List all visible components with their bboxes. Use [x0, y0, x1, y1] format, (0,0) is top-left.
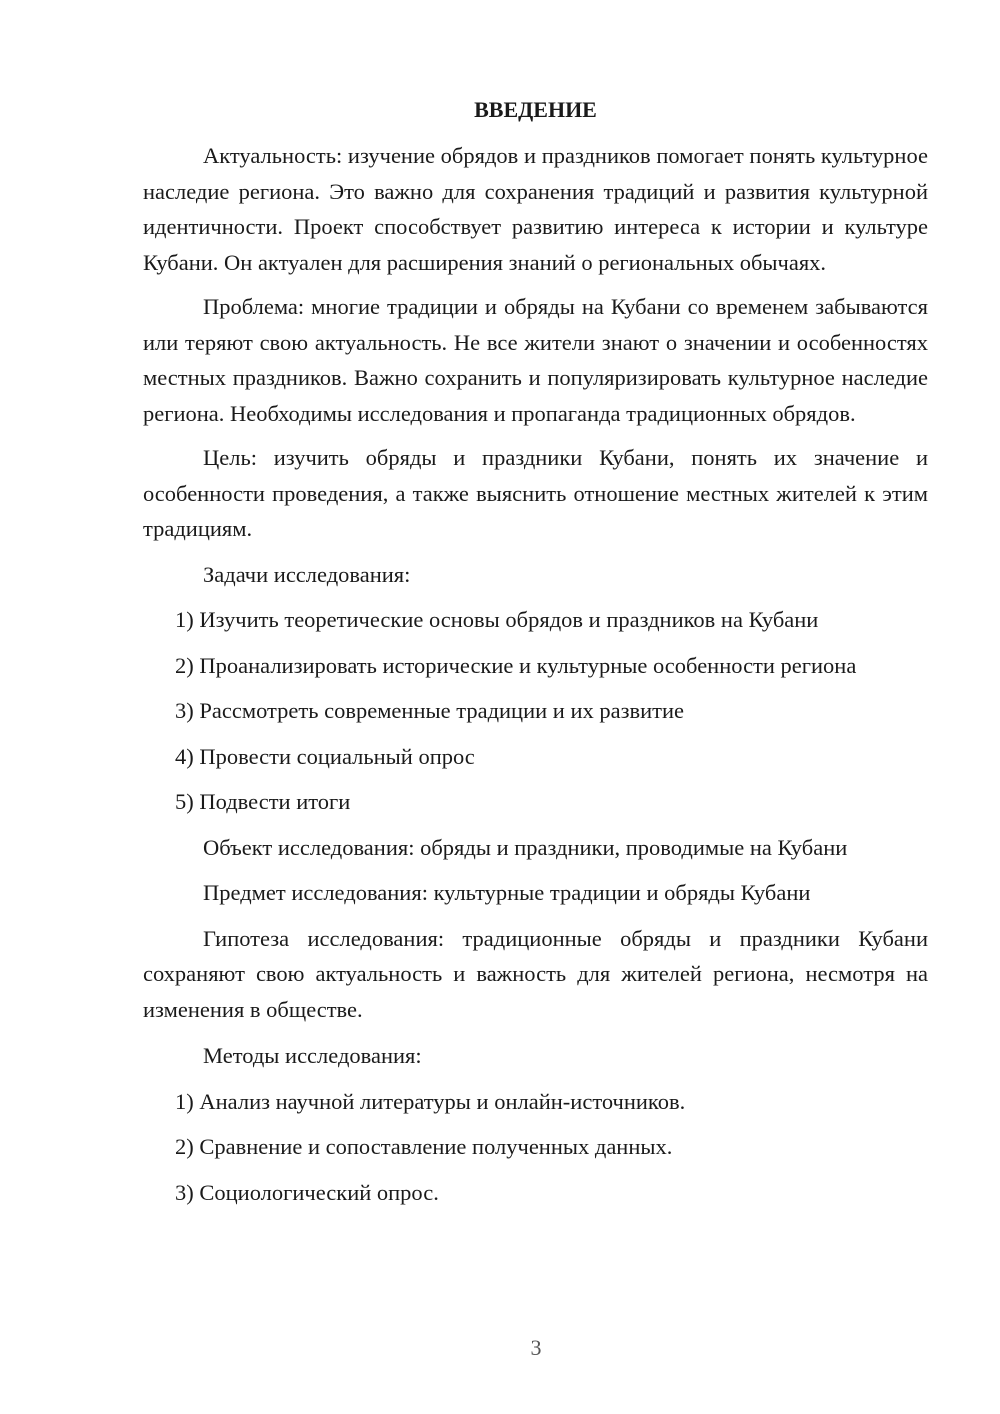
task-item-1: 1) Изучить теоретические основы обрядов и праздников на Кубани [175, 607, 819, 632]
task-item-5: 5) Подвести итоги [175, 789, 351, 814]
tasks-heading: Задачи исследования: [203, 561, 411, 587]
hypothesis-paragraph: Гипотеза исследования: традиционные обряды и праздники Кубани сохраняют свою актуальность и важность для жителей региона, несмотря на изменения в обществе. [143, 925, 928, 1022]
task-item-4: 4) Провести социальный опрос [175, 743, 475, 769]
page-title: ВВЕДЕНИЕ [474, 97, 597, 122]
goal-paragraph: Цель: изучить обряды и праздники Кубани, понять их значение и особенности проведения, а также выяснить отношение местных жителей к этим традициям. [143, 445, 928, 541]
page-number: 3 [530, 1335, 542, 1360]
document-page [143, 96, 928, 1210]
method-item-3: 3) Социологический опрос. [175, 1179, 439, 1205]
problem-paragraph: Проблема: многие традиции и обряды на Кубани со временем забываются или теряют свою актуальность. Не все жители знают о значении и особенностях местных праздников. Важно сохранить и популяризировать культурное наследие региона. Необходимы исследования и пропаганда традиционных обрядов. [143, 294, 928, 426]
method-item-2: 2) Сравнение и сопоставление полученных данных. [175, 1134, 673, 1159]
methods-heading: Методы исследования: [203, 1043, 422, 1068]
task-item-3: 3) Рассмотреть современные традиции и их развитие [175, 698, 685, 723]
research-object: Объект исследования: обряды и праздники, проводимые на Кубани [203, 834, 848, 860]
relevance-paragraph: Актуальность: изучение обрядов и праздников помогает понять культурное наследие региона. Это важно для сохранения традиций и развития культурной идентичности. Проект способствует развитию интереса к истории и культуре Кубани. Он актуален для расширения знаний о региональных обычаях. [143, 143, 928, 275]
method-item-1: 1) Анализ научной литературы и онлайн-источников. [175, 1088, 686, 1114]
task-item-2: 2) Проанализировать исторические и культурные особенности региона [175, 652, 857, 678]
research-subject: Предмет исследования: культурные традиции и обряды Кубани [203, 880, 811, 905]
